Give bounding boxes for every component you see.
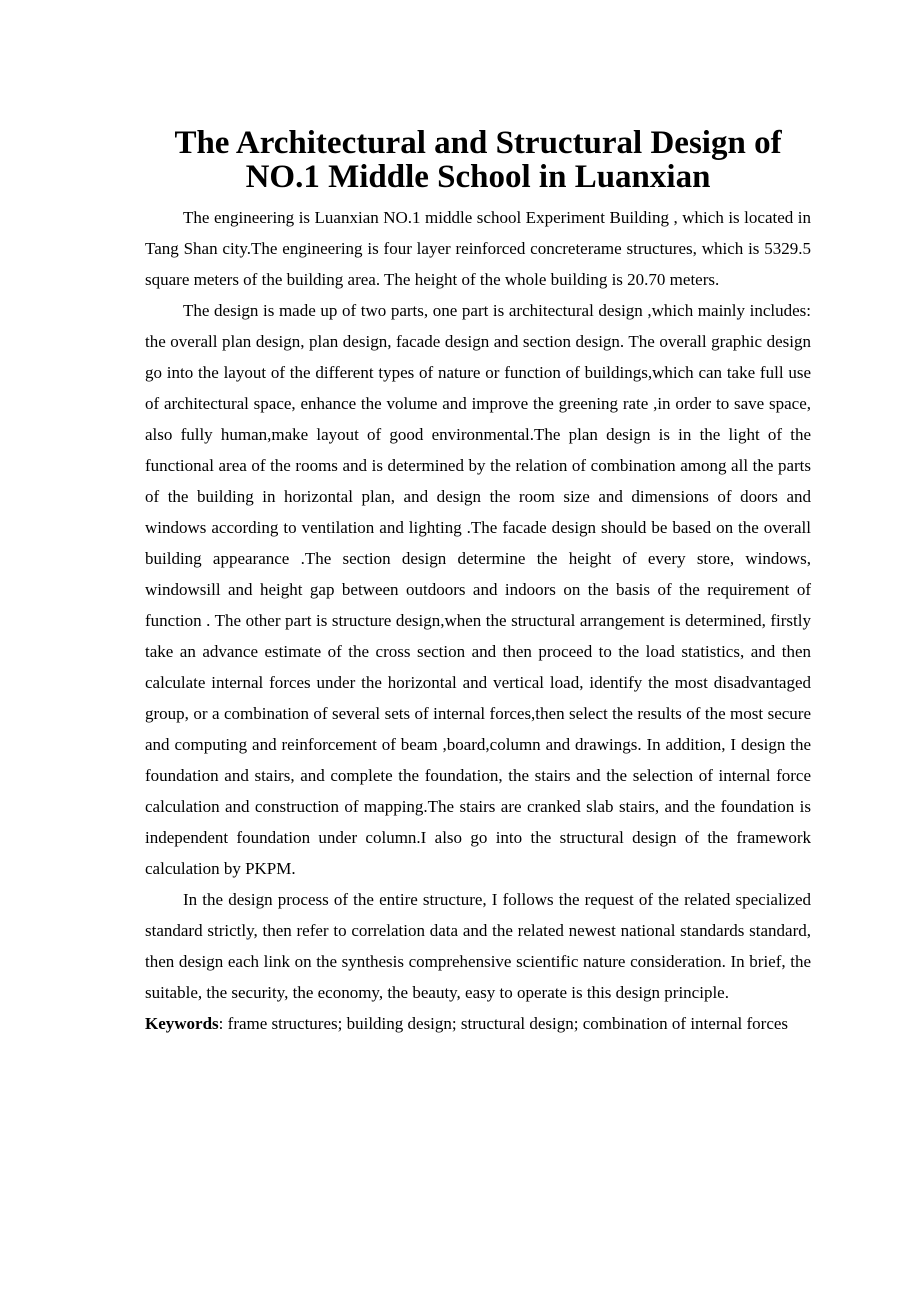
keywords-text: frame structures; building design; structural design; combination of internal forces xyxy=(227,1014,789,1033)
title-line-2: NO.1 Middle School in Luanxian xyxy=(245,159,711,195)
keywords-label: Keywords xyxy=(145,1014,219,1033)
document-page xyxy=(145,126,811,1039)
keywords-separator: : xyxy=(218,1014,228,1033)
abstract-paragraph-2: The design is made up of two parts, one part is architectural design ,which mainly includes: the overall plan design, plan design, facade design and section design. The overall graphic design go into the layout of the different types of nature or function of buildings,which can take full use of architectural space, enhance the volume and improve the greening rate ,in order to save space, also fully human,make layout of good environmental.The plan design is in the light of the functional area of the rooms and is determined by the relation of combination among all the parts of the building in horizontal plan, and design the room size and dimensions of doors and windows according to ventilation and lighting .The facade design should be based on the overall building appearance .The section design determine the height of every store, windows, windowsill and height gap between outdoors and indoors on the basis of the requirement of function . The other part is structure design,when the structural arrangement is determined, firstly take an advance estimate of the cross section and then proceed to the load statistics, and then calculate internal forces under the horizontal and vertical load, identify the most disadvantaged group, or a combination of several sets of internal forces,then select the results of the most secure and computing and reinforcement of beam ,board,column and drawings. In addition, I design the foundation and stairs, and complete the foundation, the stairs and the selection of internal force calculation and construction of mapping.The stairs are cranked slab stairs, and the foundation is independent foundation under column.I also go into the structural design of the framework calculation by PKPM. xyxy=(145,301,811,878)
abstract-paragraph-1: The engineering is Luanxian NO.1 middle school Experiment Building , which is located in Tang Shan city.The engineering is four layer reinforced concreterame structures, which is 5329.5 square meters of the building area. The height of the whole building is 20.70 meters. xyxy=(145,208,811,289)
title-line-1: The Architectural and Structural Design of xyxy=(174,125,782,161)
keywords-block xyxy=(145,1008,811,1039)
abstract-paragraph-3: In the design process of the entire structure, I follows the request of the related specialized standard strictly, then refer to correlation data and the related newest national standards standard, then design each link on the synthesis comprehensive scientific nature consideration. In brief, the suitable, the security, the economy, the beauty, easy to operate is this design principle. xyxy=(145,890,811,1002)
document-title xyxy=(145,126,811,194)
abstract-body xyxy=(145,202,811,1008)
